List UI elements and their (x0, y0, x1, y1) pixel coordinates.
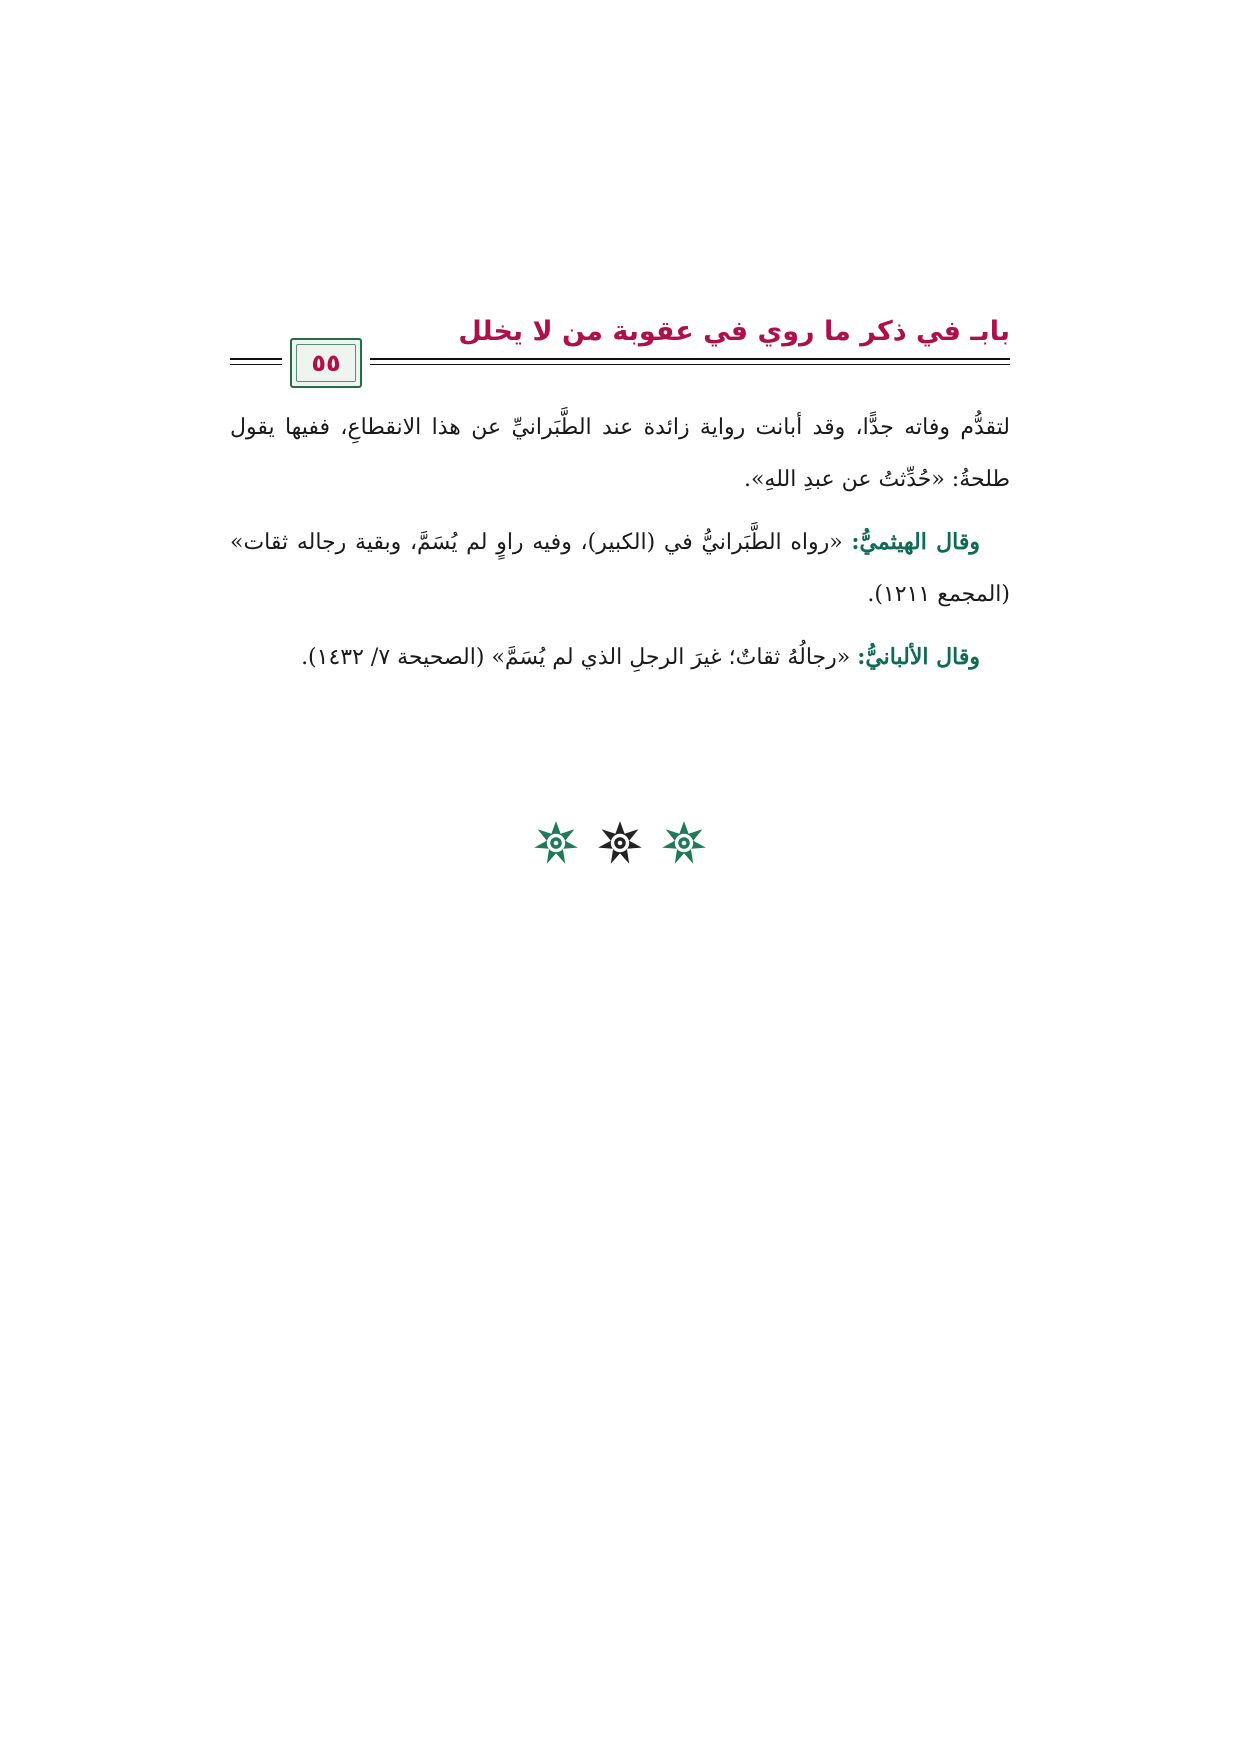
speaker-albani: وقال الألبانيُّ: (857, 644, 980, 670)
page-header (230, 308, 1010, 388)
green-star-icon (661, 820, 707, 866)
section-separator (0, 820, 1240, 868)
paragraph-3 (230, 631, 1010, 684)
quote-haythami: «رواه الطَّبَرانيُّ في (الكبير)، وفيه راوٍ لم يُسَمَّ، وبقية رجاله ثقات» (المجمع ١٢١١). (230, 530, 1010, 607)
paragraph-2 (230, 516, 1010, 621)
speaker-haythami: وقال الهيثميُّ: (851, 529, 980, 555)
body-text (230, 402, 1010, 694)
paragraph-1: لتقدُّم وفاته جدًّا، وقد أبانت رواية زائدة عند الطَّبَرانيِّ عن هذا الانقطاعِ، ففيها يقول طلحةُ: «حُدِّثتُ عن عبدِ اللهِ». (230, 415, 1010, 492)
page-number: ٥٥ (311, 349, 341, 377)
dark-star-icon (597, 820, 643, 866)
chapter-title: بابـ في ذكر ما روي في عقوبة من لا يخلل (458, 316, 1010, 347)
green-star-icon (533, 820, 579, 866)
quote-albani: «رجالُهُ ثقاتٌ؛ غيرَ الرجلِ الذي لم يُسَمَّ» (الصحيحة ٧/ ١٤٣٢). (301, 645, 858, 670)
page-number-badge (290, 338, 362, 388)
